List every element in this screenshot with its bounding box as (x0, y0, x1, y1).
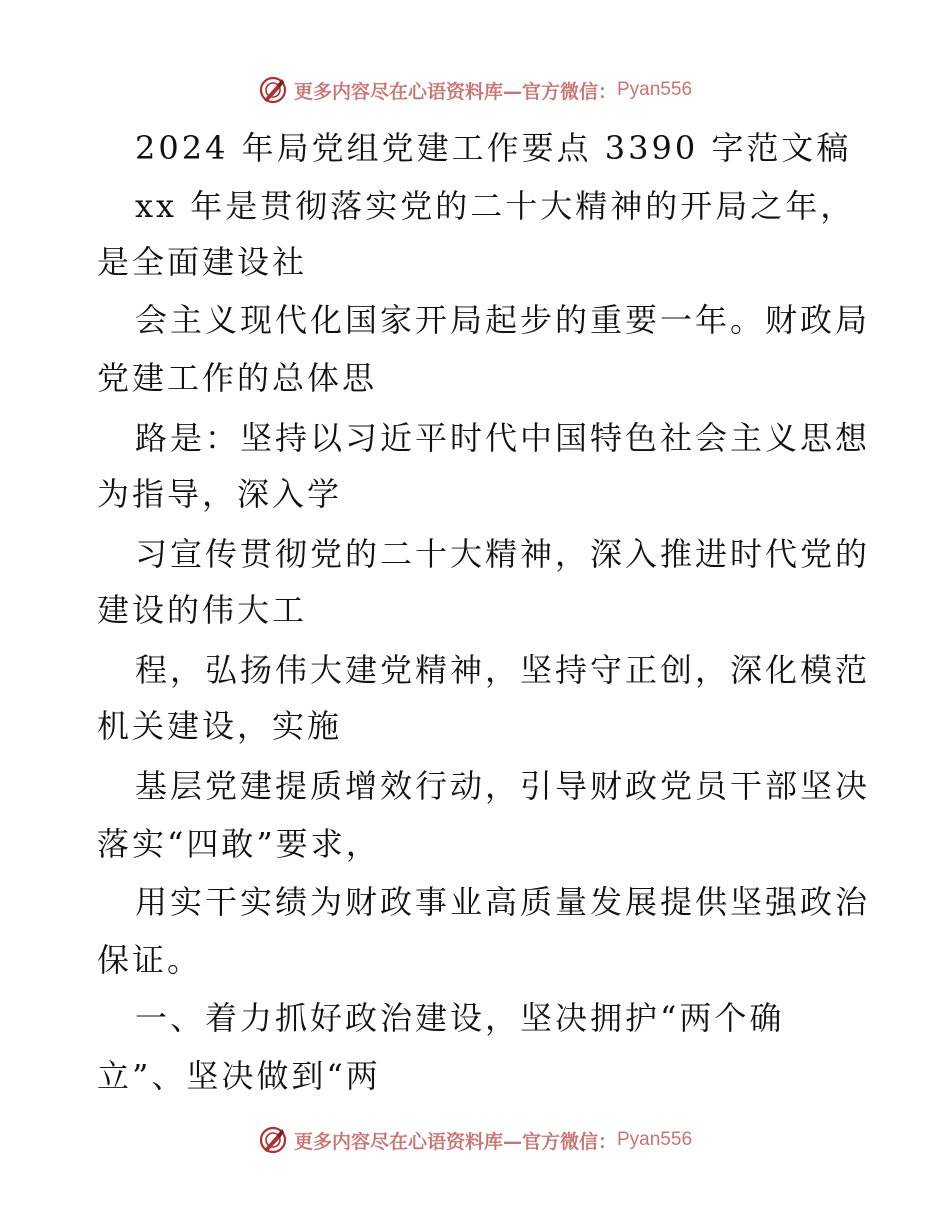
paragraph-line: 程，弘扬伟大建党精神，坚持守正创，深化模范 (135, 651, 871, 689)
paragraph-line: 用实干实绩为财政事业高质量发展提供坚强政治 (135, 883, 871, 921)
watermark-wechat-id: Pyan556 (617, 1129, 693, 1150)
paragraph-line: 为指导，深入学 (97, 475, 343, 513)
watermark-text: 更多内容尽在心语资料库—官方微信： (293, 1130, 617, 1153)
paragraph-line: 基层党建提质增效行动，引导财政党员干部坚决 (135, 767, 871, 805)
pen-logo-icon (258, 1125, 288, 1155)
watermark-banner-bottom (0, 1120, 950, 1160)
paragraph-line: 建设的伟大工 (97, 591, 308, 629)
watermark-text: 更多内容尽在心语资料库—官方微信： (293, 80, 617, 103)
paragraph-line: 落实“四敢”要求， (97, 825, 381, 863)
paragraph-line: xx 年是贯彻落实党的二十大精神的开局之年， (135, 187, 856, 225)
section-heading-line: 立”、坚决做到“两 (97, 1057, 381, 1095)
paragraph-line: 习宣传贯彻党的二十大精神，深入推进时代党的 (135, 535, 871, 573)
paragraph-line: 保证。 (97, 941, 203, 979)
watermark-banner-top (0, 70, 950, 110)
watermark-wechat-id: Pyan556 (617, 79, 693, 100)
paragraph-line: 机关建设，实施 (97, 707, 343, 745)
paragraph-line: 是全面建设社 (97, 243, 308, 281)
pen-logo-icon (258, 75, 288, 105)
paragraph-line: 路是：坚持以习近平时代中国特色社会主义思想 (135, 419, 871, 457)
paragraph-line: 会主义现代化国家开局起步的重要一年。财政局 (135, 301, 871, 339)
paragraph-line: 党建工作的总体思 (97, 359, 378, 397)
section-heading-line: 一、着力抓好政治建设，坚决拥护“两个确 (135, 999, 785, 1037)
document-title: 2024 年局党组党建工作要点 3390 字范文稿 (135, 129, 852, 167)
